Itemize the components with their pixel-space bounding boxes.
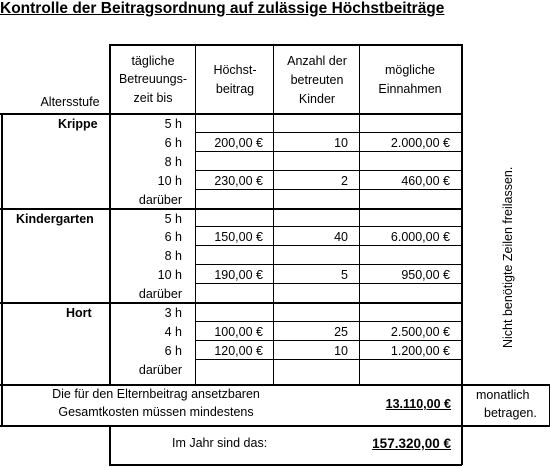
time-cell: 3 h <box>164 306 182 320</box>
grid-line <box>0 384 550 386</box>
grid-line <box>109 425 111 465</box>
income-cell: 2.000,00 € <box>390 135 450 150</box>
income-cell: 1.200,00 € <box>390 343 450 358</box>
grid-line <box>195 44 196 384</box>
grid-line <box>195 189 461 190</box>
header-income-line2: Einnahmen <box>378 82 442 96</box>
time-cell: 8 h <box>164 249 182 264</box>
grid-line <box>195 245 461 246</box>
header-age: Altersstufe <box>40 95 100 109</box>
grid-line <box>461 44 463 384</box>
time-cell: darüber <box>138 192 182 207</box>
grid-line <box>461 384 463 425</box>
time-cell: 5 h <box>164 211 182 226</box>
grid-line <box>359 44 360 384</box>
grid-line <box>0 302 462 304</box>
group-label: Hort <box>66 306 92 320</box>
header-count-line3: Kinder <box>298 92 336 106</box>
grid-line <box>195 170 461 171</box>
side-note: Nicht benötigte Zeilen freilassen. <box>501 166 515 348</box>
grid-line <box>195 321 461 322</box>
income-cell: 2.500,00 € <box>390 324 450 339</box>
header-time-line1: tägliche <box>131 54 175 68</box>
page-title: Kontrolle der Beitragsordnung auf zulässige Höchstbeiträge <box>0 0 445 17</box>
grid-line <box>195 359 461 360</box>
header-time-line3: zeit bis <box>133 91 173 105</box>
summary-suffix-line2: betragen. <box>484 406 537 420</box>
time-cell: 10 h <box>157 173 182 188</box>
grid-line <box>195 340 461 341</box>
time-cell: 8 h <box>164 154 182 169</box>
time-cell: 6 h <box>164 343 182 358</box>
time-cell: 10 h <box>157 268 182 283</box>
child-count-cell: 40 <box>334 230 348 245</box>
group-label: Kindergarten <box>16 211 94 226</box>
grid-line <box>195 132 461 133</box>
grid-line <box>0 113 462 115</box>
header-count-line1: Anzahl der <box>287 54 347 68</box>
max-fee-cell: 200,00 € <box>214 135 263 150</box>
group-label: Krippe <box>58 117 98 131</box>
grid-line <box>109 44 111 384</box>
child-count-cell: 2 <box>341 173 348 188</box>
child-count-cell: 10 <box>334 135 348 150</box>
grid-line <box>273 44 274 384</box>
max-fee-cell: 120,00 € <box>214 343 263 358</box>
grid-line <box>1 384 3 425</box>
header-max-line1: Höchst- <box>213 63 257 77</box>
summary-text-line2: Gesamtkosten müssen mindestens <box>58 405 254 419</box>
grid-line <box>109 464 462 466</box>
max-fee-cell: 190,00 € <box>214 268 263 283</box>
grid-line <box>109 44 462 46</box>
grid-line <box>0 208 462 210</box>
header-count-line2: betreuten <box>290 73 344 87</box>
grid-line <box>0 425 550 427</box>
summary-text-line1: Die für den Elternbeitrag ansetzbaren <box>52 387 260 401</box>
year-total: 157.320,00 € <box>372 436 451 451</box>
header-income-line1: mögliche <box>384 63 436 77</box>
income-cell: 460,00 € <box>401 173 450 188</box>
time-cell: 5 h <box>164 117 182 131</box>
time-cell: 6 h <box>164 135 182 150</box>
grid-line <box>1 113 3 384</box>
child-count-cell: 10 <box>334 343 348 358</box>
time-cell: darüber <box>138 287 182 302</box>
year-label: Im Jahr sind das: <box>172 436 268 450</box>
grid-line <box>195 151 461 152</box>
summary-suffix-line1: monatlich <box>476 388 530 402</box>
time-cell: darüber <box>138 362 182 377</box>
header-max-line2: beitrag <box>215 82 255 96</box>
max-fee-cell: 100,00 € <box>214 324 263 339</box>
time-cell: 6 h <box>164 230 182 245</box>
header-time-line2: Betreuungs- <box>118 72 188 86</box>
grid-line <box>195 264 461 265</box>
max-fee-cell: 150,00 € <box>214 230 263 245</box>
child-count-cell: 25 <box>334 324 348 339</box>
monthly-total: 13.110,00 € <box>385 397 451 411</box>
income-cell: 950,00 € <box>401 268 450 283</box>
grid-line <box>195 226 461 227</box>
grid-line <box>195 283 461 284</box>
child-count-cell: 5 <box>341 268 348 283</box>
grid-line <box>461 425 463 465</box>
max-fee-cell: 230,00 € <box>214 173 263 188</box>
time-cell: 4 h <box>164 324 182 339</box>
income-cell: 6.000,00 € <box>390 230 450 245</box>
